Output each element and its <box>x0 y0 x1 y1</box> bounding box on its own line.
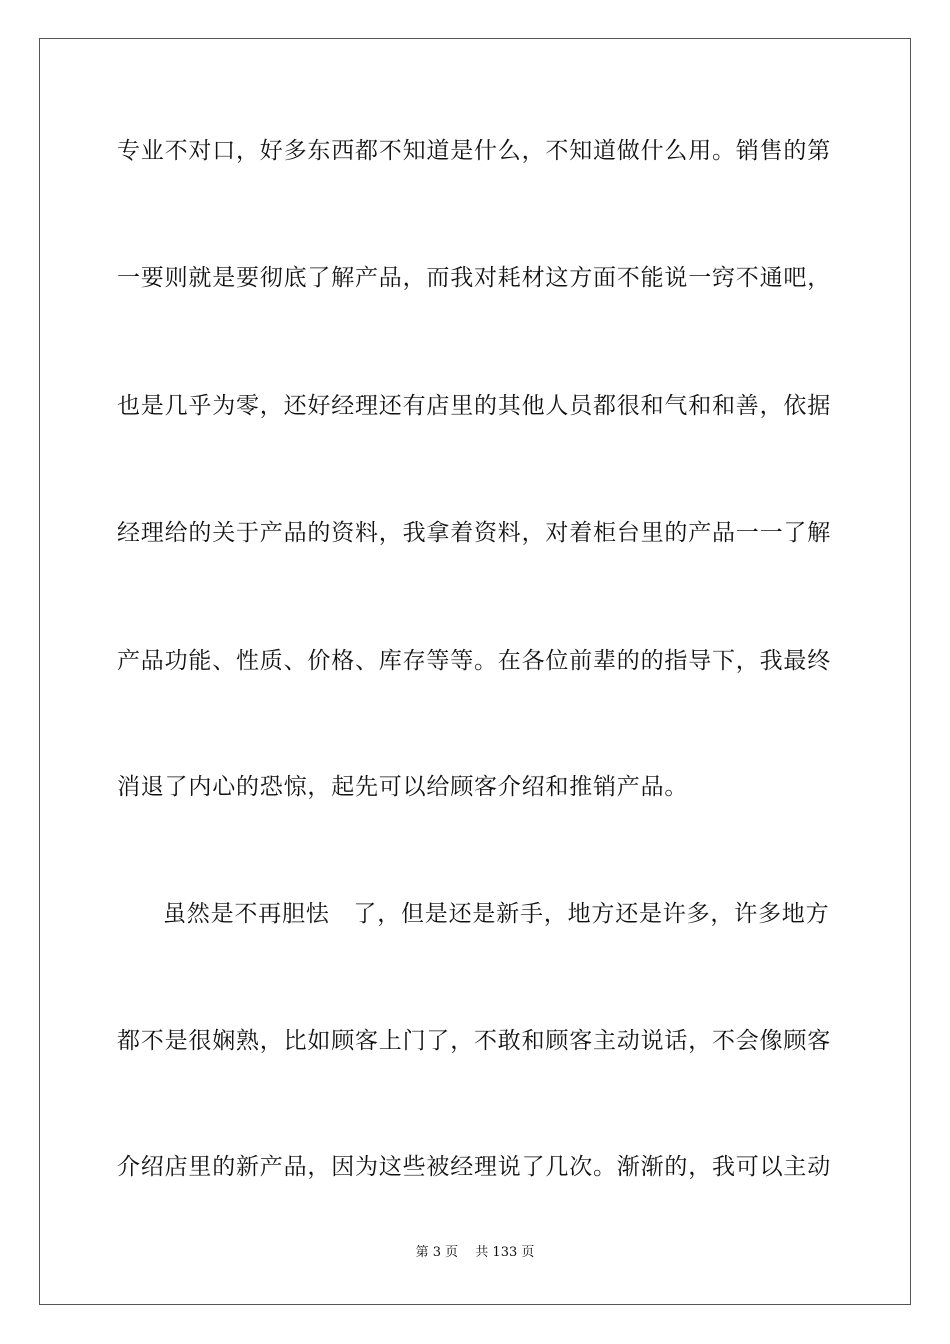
body-text-line: 消退了内心的恐惊，起先可以给顾客介绍和推销产品。 <box>117 774 689 800</box>
body-text-line: 一要则就是要彻底了解产品，而我对耗材这方面不能说一窍不通吧， <box>117 265 831 291</box>
body-text-line: 经理给的关于产品的资料，我拿着资料，对着柜台里的产品一一了解 <box>117 520 831 546</box>
body-text-line: 产品功能、性质、价格、库存等等。在各位前辈的的指导下，我最终 <box>117 648 831 674</box>
body-text-line: 介绍店里的新产品，因为这些被经理说了几次。渐渐的，我可以主动 <box>117 1154 831 1180</box>
paragraph-start-line: 虽然是不再胆怯 了，但是还是新手，地方还是许多，许多地方 <box>163 901 830 927</box>
body-text-line: 也是几乎为零，还好经理还有店里的其他人员都很和气和和善，依据 <box>117 393 831 419</box>
body-text-line: 都不是很娴熟，比如顾客上门了，不敢和顾客主动说话，不会像顾客 <box>117 1028 831 1054</box>
body-text-line: 专业不对口，好多东西都不知道是什么，不知道做什么用。销售的第 <box>117 138 831 164</box>
page-number-footer: 第 3 页 共 133 页 <box>415 1245 535 1260</box>
